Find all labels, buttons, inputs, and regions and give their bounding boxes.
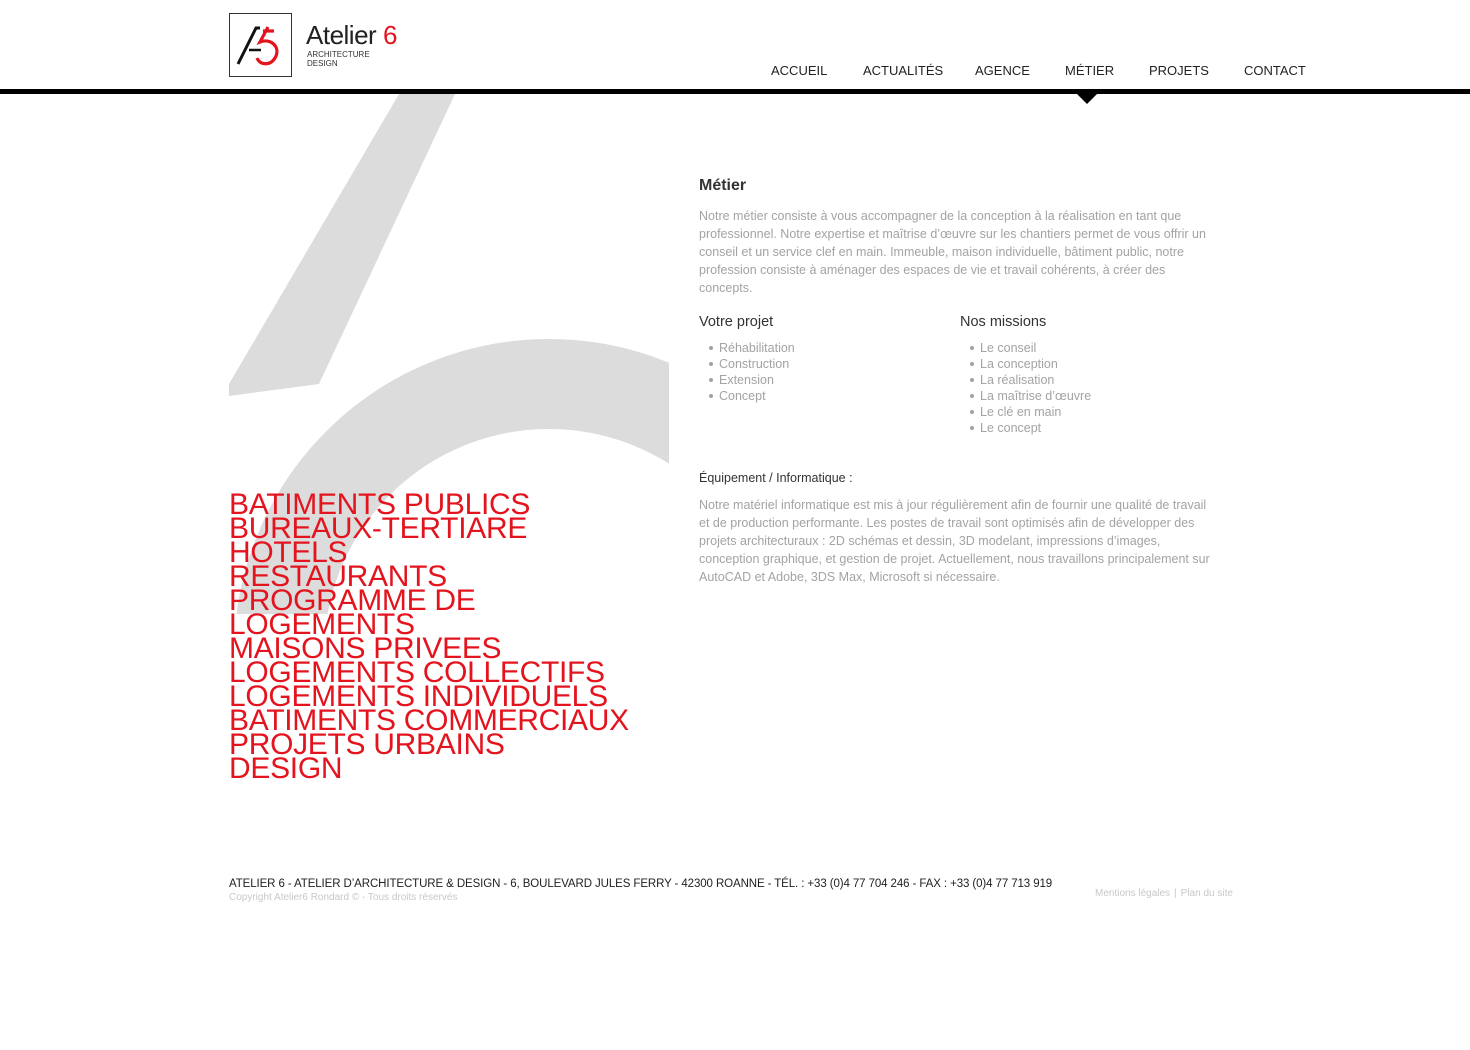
nav-projets[interactable]: PROJETS	[1149, 63, 1209, 78]
category-link[interactable]: BUREAUX-TERTIARE	[229, 512, 528, 545]
list-item-label: Le concept	[980, 421, 1042, 435]
brand-name	[306, 20, 397, 50]
list-item-label: Construction	[719, 357, 790, 371]
main-nav	[0, 63, 1470, 83]
list-item-label: Réhabilitation	[719, 341, 795, 355]
category-list	[229, 488, 669, 785]
nav-contact[interactable]: CONTACT	[1244, 63, 1306, 78]
bullet-icon	[970, 378, 974, 382]
list-item	[970, 420, 1200, 436]
footer-address: ATELIER 6 - ATELIER D’ARCHITECTURE & DESIGN - 6, BOULEVARD JULES FERRY - 42300 ROANNE - TÉL. : +33 (0)4 77 704 246 - FAX : +33 (0)4 77 713 919	[229, 878, 1053, 890]
footer-copyright: Copyright Atelier6 Rondard © - Tous droits réservés	[229, 892, 458, 903]
equipment-paragraph: Notre matériel informatique est mis à jour régulièrement afin de fournir une qualité de travail et de production performante. Les postes de travail sont optimisés afin de développer des projets architecturaux : 2D schémas et dessin, 3D modelant, impressions d’images, conception graphique, et gestion de projet. Actuellement, nous travaillons principalement sur AutoCAD et Adobe, 3DS Max, Microsoft si nécessaire.	[699, 498, 1210, 584]
footer-separator: |	[1174, 888, 1177, 899]
category-link[interactable]: RESTAURANTS	[229, 560, 447, 593]
nav-agence[interactable]: AGENCE	[975, 63, 1030, 78]
category-link[interactable]: PROGRAMME DE	[229, 584, 476, 617]
list-item-label: La maîtrise d’œuvre	[980, 389, 1092, 403]
list-item-label: La conception	[980, 357, 1058, 371]
sitemap-link[interactable]: Plan du site	[1180, 888, 1233, 899]
projet-column	[699, 313, 939, 404]
brand-tagline-line2: DESIGN	[307, 59, 338, 68]
bullet-icon	[709, 362, 713, 366]
brand-word: Atelier	[306, 20, 377, 50]
category-link[interactable]: LOGEMENTS COLLECTIFS	[229, 656, 605, 689]
category-link[interactable]: BATIMENTS COMMERCIAUX	[229, 704, 629, 737]
nav-metier[interactable]: MÉTIER	[1065, 63, 1115, 78]
bullet-icon	[970, 346, 974, 350]
list-item	[970, 340, 1200, 356]
missions-heading: Nos missions	[960, 314, 1047, 330]
list-item	[709, 372, 939, 388]
header-divider	[0, 89, 1470, 94]
nav-accueil[interactable]: ACCUEIL	[771, 63, 828, 78]
category-link[interactable]: PROJETS URBAINS	[229, 728, 505, 761]
bullet-icon	[970, 426, 974, 430]
list-item	[970, 388, 1200, 404]
missions-list	[960, 340, 1200, 436]
list-item-label: Concept	[719, 389, 766, 403]
category-link[interactable]: LOGEMENTS	[229, 608, 415, 641]
legal-notice-link[interactable]: Mentions légales	[1095, 888, 1171, 899]
bullet-icon	[709, 394, 713, 398]
bullet-icon	[970, 394, 974, 398]
equipment-heading: Équipement / Informatique :	[699, 471, 853, 485]
bullet-icon	[970, 410, 974, 414]
bullet-icon	[709, 378, 713, 382]
brand-tagline-line1: ARCHITECTURE	[307, 50, 370, 59]
list-item-label: La réalisation	[980, 373, 1055, 387]
list-item	[709, 356, 939, 372]
list-item-label: Le clé en main	[980, 405, 1062, 419]
category-link[interactable]: MAISONS PRIVEES	[229, 632, 502, 665]
category-link[interactable]: HOTELS	[229, 536, 348, 569]
projet-heading: Votre projet	[699, 314, 774, 330]
lists-section	[699, 313, 1224, 443]
bullet-icon	[709, 346, 713, 350]
active-nav-pointer-icon	[1076, 93, 1098, 104]
brand-number: 6	[382, 20, 397, 50]
list-item	[709, 340, 939, 356]
bullet-icon	[970, 362, 974, 366]
projet-list	[699, 340, 939, 404]
category-link[interactable]: DESIGN	[229, 752, 343, 785]
category-link[interactable]: LOGEMENTS INDIVIDUELS	[229, 680, 608, 713]
list-item-label: Le conseil	[980, 341, 1037, 355]
footer-links	[1095, 888, 1233, 900]
category-link[interactable]: BATIMENTS PUBLICS	[229, 488, 531, 521]
list-item	[970, 404, 1200, 420]
page-title: Métier	[699, 177, 747, 194]
main-content	[699, 176, 1224, 586]
list-item	[709, 388, 939, 404]
list-item	[970, 372, 1200, 388]
list-item	[970, 356, 1200, 372]
list-item-label: Extension	[719, 373, 774, 387]
intro-paragraph: Notre métier consiste à vous accompagner de la conception à la réalisation en tant que professionnel. Notre expertise et maîtrise d’œuvre sur les chantiers permet de vous offrir un conseil et un service clef en main. Immeuble, maison individuelle, bâtiment public, notre profession consiste à aménager des espaces de vie et travail cohérents, à créer des concepts.	[699, 209, 1206, 295]
missions-column	[960, 313, 1200, 436]
nav-actualites[interactable]: ACTUALITÉS	[863, 63, 944, 78]
